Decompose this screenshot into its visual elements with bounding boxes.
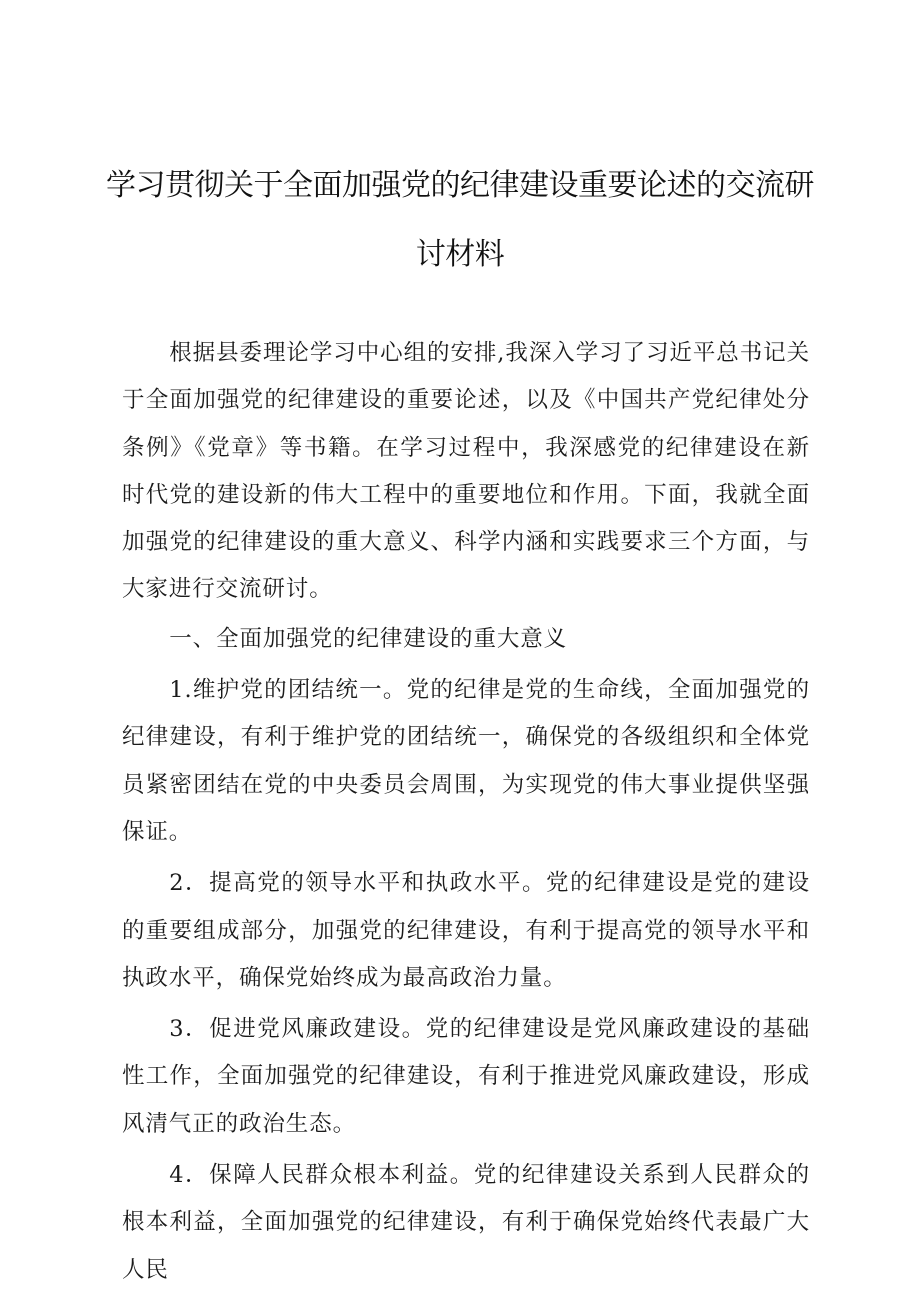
list-item-2: 2．提高党的领导水平和执政水平。党的纪律建设是党的建设的重要组成部分，加强党的纪律建设，有利于提高党的领导水平和执政水平，确保党始终成为最高政治力量。 (122, 870, 810, 991)
list-item-4: 4．保障人民群众根本利益。党的纪律建设关系到人民群众的根本利益，全面加强党的纪律建设，有利于确保党始终代表最广大人民 (122, 1162, 810, 1283)
list-item-1: 1.维护党的团结统一。党的纪律是党的生命线，全面加强党的纪律建设，有利于维护党的团结统一，确保党的各级组织和全体党员紧密团结在党的中央委员会周围，为实现党的伟大事业提供坚强保证。 (122, 677, 810, 845)
document-title-line-2: 讨材料 (415, 237, 505, 272)
document-body (122, 330, 810, 1294)
document-title-line-1: 学习贯彻关于全面加强党的纪律建设重要论述的交流研 (106, 168, 814, 203)
section-heading-1: 一、全面加强党的纪律建设的重大意义 (169, 625, 568, 652)
intro-paragraph: 根据县委理论学习中心组的安排,我深入学习了习近平总书记关于全面加强党的纪律建设的重要论述，以及《中国共产党纪律处分条例》《党章》等书籍。在学习过程中，我深感党的纪律建设在新时代党的建设新的伟大工程中的重要地位和作用。下面，我就全面加强党的纪律建设的重大意义、科学内涵和实践要求三个方面，与大家进行交流研讨。 (122, 340, 810, 603)
list-item-3: 3．促进党风廉政建设。党的纪律建设是党风廉政建设的基础性工作，全面加强党的纪律建设，有利于推进党风廉政建设，形成风清气正的政治生态。 (122, 1016, 810, 1137)
